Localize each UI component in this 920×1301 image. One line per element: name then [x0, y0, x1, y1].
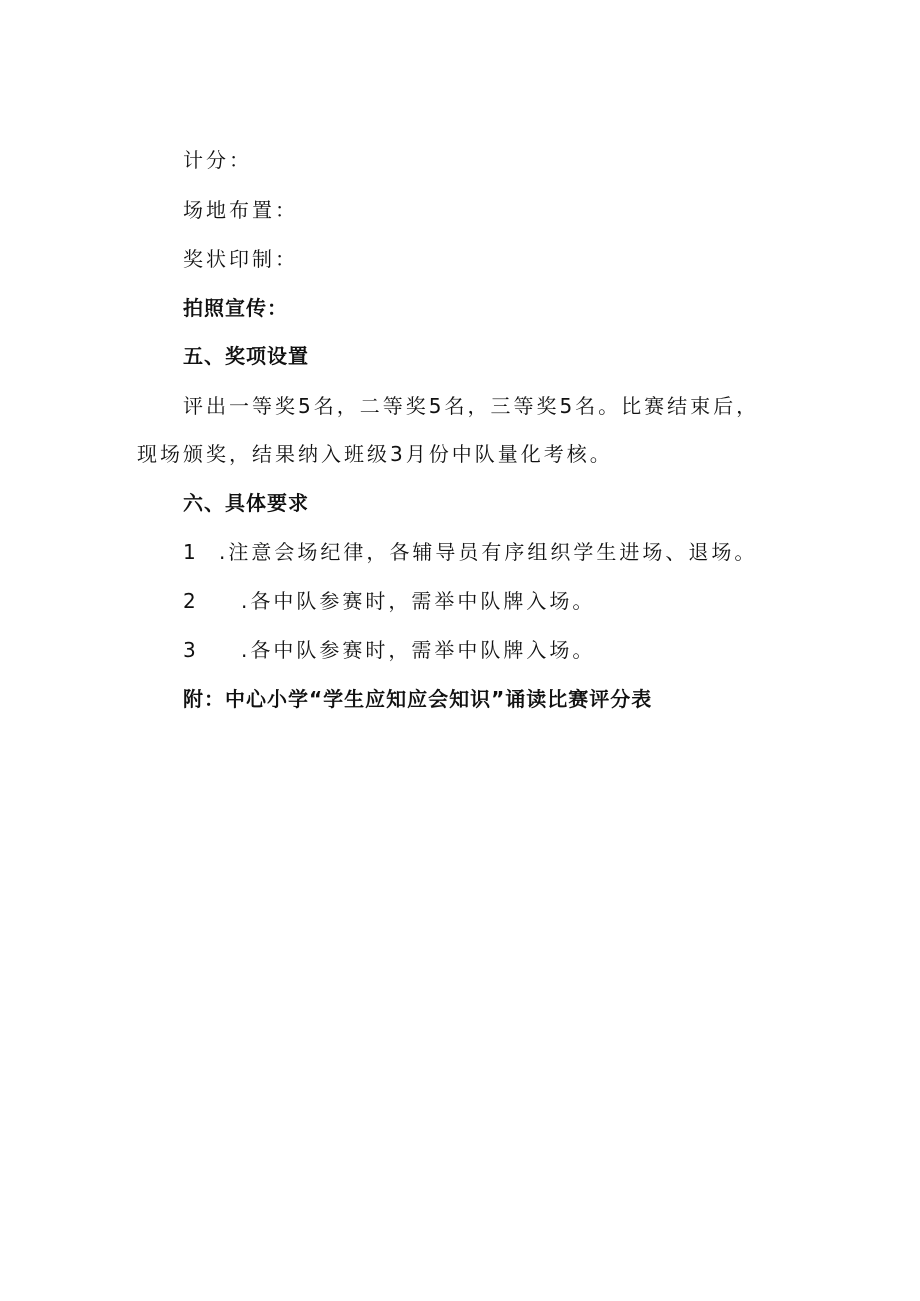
requirement-text: .各中队参赛时，需举中队牌入场。 — [241, 589, 596, 613]
section-6-heading: 六、具体要求 — [183, 491, 309, 515]
requirement-text: .注意会场纪律，各辅导员有序组织学生进场、退场。 — [219, 540, 758, 564]
requirement-item — [183, 636, 595, 664]
requirement-item — [183, 538, 757, 566]
venue-line: 场地布置： — [183, 198, 298, 222]
requirement-number: 3 — [183, 638, 199, 662]
certificate-line: 奖状印制： — [183, 247, 298, 271]
appendix-line: 附：中心小学“学生应知应会知识”诵读比赛评分表 — [183, 687, 653, 711]
section-5-heading: 五、奖项设置 — [183, 344, 309, 368]
requirement-number: 2 — [183, 589, 199, 613]
section-5-paragraph-line-2: 现场颁奖，结果纳入班级3月份中队量化考核。 — [137, 442, 613, 466]
scoring-line: 计分： — [183, 148, 252, 172]
requirement-item — [183, 587, 595, 615]
requirement-text: .各中队参赛时，需举中队牌入场。 — [241, 638, 596, 662]
section-5-paragraph-line-1: 评出一等奖5名，二等奖5名，三等奖5名。比赛结束后， — [183, 394, 760, 418]
requirement-number: 1 — [183, 540, 199, 564]
photo-line: 拍照宣传： — [183, 296, 288, 320]
